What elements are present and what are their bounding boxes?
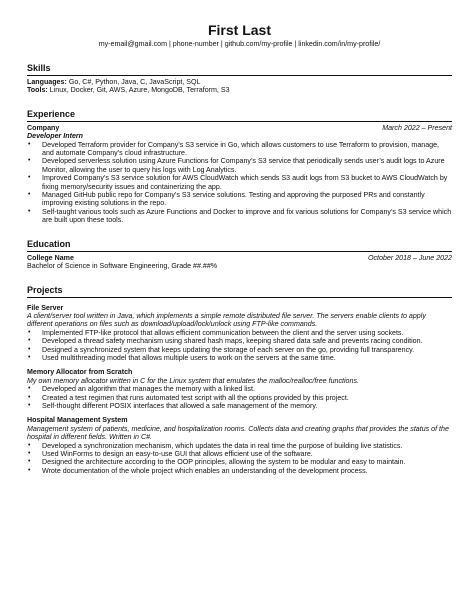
- languages-label: Languages: [27, 78, 65, 86]
- project-bullet: • Used WinForms to design an easy-to-use GUI that allows efficient use of the software.: [27, 450, 452, 458]
- tools-value: Linux, Docker, Git, AWS, Azure, MongoDB, Terraform, S3: [49, 86, 230, 95]
- project-bullet: • Used multithreading model that allows multiple users to work on the servers at the same time.: [27, 354, 452, 362]
- project-description: Management system of patients, medicine, and hospitalization rooms. Collects data and creating graphs that provides the status of the hospital in different fields. Written in C#.: [27, 424, 449, 442]
- project-description: My own memory allocator written in C for the Linux system that emulates the malloc/realloc/free functions.: [27, 376, 359, 385]
- project-item: [27, 368, 452, 410]
- project-bullets: [27, 329, 452, 363]
- project-item: [27, 416, 452, 475]
- project-item: [27, 304, 452, 363]
- experience-bullet: • Developed serverless solution using Azure Functions for Company’s S3 service that periodically sends user’s audit logs to Azure Monitor, allowing the user to query his logs with Log Analytics.: [27, 157, 452, 174]
- experience-bullet: • Managed GitHub public repo for Company’s S3 service solutions. Testing and approving the purposed PRs and constantly improving existing solutions in the repo.: [27, 191, 452, 208]
- project-bullet: • Designed the architecture according to the OOP principles, allowing the system to be modular and easy to maintain.: [27, 458, 452, 466]
- experience-dates: March 2022 – Present: [382, 123, 452, 132]
- tools-line: Tools: Linux, Docker, Git, AWS, Azure, MongoDB, Terraform, S3: [27, 86, 230, 95]
- education-header-row: [27, 254, 452, 262]
- experience-section: [27, 109, 452, 225]
- project-bullet: • Wrote documentation of the whole project which enables an understanding of the development process.: [27, 467, 452, 475]
- contact-line: my-email@gmail.com | phone-number | github.com/my-profile | linkedin.com/in/my-profile/: [98, 40, 381, 48]
- project-bullet: • Developed a synchronization mechanism, which updates the data in real time the purpose of building live statistics.: [27, 442, 452, 450]
- experience-header-row: [27, 124, 452, 132]
- skills-section: [27, 63, 452, 95]
- education-section: [27, 239, 452, 271]
- projects-section: [27, 285, 452, 476]
- projects-heading: Projects: [27, 285, 452, 298]
- languages-line: Languages: Go, C#, Python, Java, C, JavaScript, SQL: [27, 78, 201, 86]
- job-role: Developer Intern: [27, 132, 83, 141]
- experience-heading: Experience: [27, 109, 452, 122]
- experience-bullets: [27, 141, 452, 225]
- project-bullet: • Designed a synchronized system that keeps updating the storage of each server on the go, providing full transparency.: [27, 346, 452, 354]
- school-name: College Name: [27, 253, 74, 262]
- project-bullet: • Implemented FTP-like protocol that allows efficient communication between the client and the server using sockets.: [27, 329, 452, 337]
- languages-value: Go, C#, Python, Java, C, JavaScript, SQL: [68, 78, 201, 86]
- resume-name: First Last: [207, 22, 271, 38]
- education-heading: Education: [27, 239, 452, 252]
- project-name: Memory Allocator from Scratch: [27, 368, 133, 377]
- project-bullet: • Developed a thread safety mechanism using shared hash maps, keeping shared data safe and prevents racing condition.: [27, 337, 452, 345]
- project-bullet: • Self-thought different POSIX interfaces that allowed a safe management of the memory.: [27, 402, 452, 410]
- project-description: A client/server tool written in Java, which implements a simple remote distributed file server. The servers enable clients to apply different operations on files such as download/upload/lock/unlock using FTP-like commands.: [27, 311, 426, 329]
- degree-line: Bachelor of Science in Software Engineering, Grade ##.##%: [27, 262, 218, 271]
- experience-bullet: • Improved Company’s S3 service solution for AWS CloudWatch which sends S3 audit logs from S3 bucket to AWS CloudWatch by fixing memory/security issues and containerizing the app.: [27, 174, 452, 191]
- project-bullet: • Developed an algorithm that manages the memory with a linked list.: [27, 385, 452, 393]
- project-bullets: [27, 442, 452, 476]
- experience-bullet: • Developed Terraform provider for Company’s S3 service in Go, which allows customers to use Terraform to provision, manage, and automate Company’s cloud infrastructure.: [27, 141, 452, 158]
- experience-bullet: • Self-taught various tools such as Azure Functions and Docker to improve and fix various solutions for Company’s S3 service which are built upon these tools.: [27, 208, 452, 225]
- project-name: File Server: [27, 303, 64, 312]
- skills-heading: Skills: [27, 63, 452, 76]
- education-dates: October 2018 – June 2022: [367, 253, 452, 262]
- tools-label: Tools: [27, 86, 46, 95]
- project-name: Hospital Management System: [27, 416, 128, 425]
- company-name: Company: [27, 123, 60, 132]
- project-bullets: [27, 385, 452, 410]
- project-bullet: • Created a test regimen that runs automated test script with all the options provided by this project.: [27, 394, 452, 402]
